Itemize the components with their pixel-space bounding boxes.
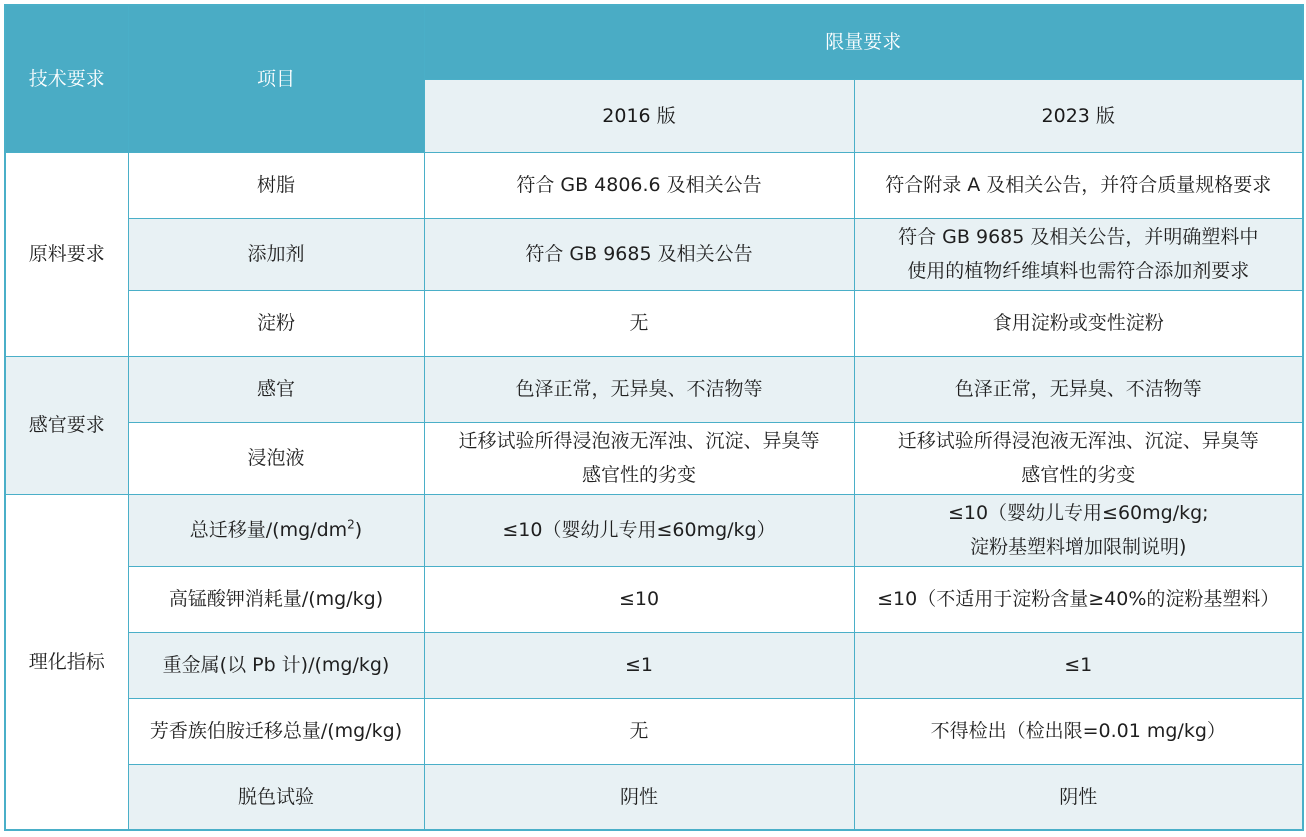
- item-cell: 总迁移量$/(mg/dm^2)$: [128, 494, 424, 566]
- table-row: [5, 764, 1303, 830]
- v2016-cell: 符合 GB 4806.6 及相关公告: [424, 152, 854, 218]
- item-cell: 重金属(以 Pb 计)/(mg/kg): [128, 632, 424, 698]
- v2023-cell: ≤10（不适用于淀粉含量≥40%的淀粉基塑料）: [854, 566, 1303, 632]
- table-row: [5, 632, 1303, 698]
- item-cell: 高锰酸钾消耗量/(mg/kg): [128, 566, 424, 632]
- table-row: [5, 698, 1303, 764]
- table-row: [5, 566, 1303, 632]
- header-version-2016: 2016 版: [424, 79, 854, 152]
- table-row: [5, 152, 1303, 218]
- header-item: 项目: [128, 5, 424, 152]
- v2023-cell: 符合附录 A 及相关公告，并符合质量规格要求: [854, 152, 1303, 218]
- item-cell: 树脂: [128, 152, 424, 218]
- v2016-cell: 迁移试验所得浸泡液无浑浊、沉淀、异臭等 感官性的劣变: [424, 422, 854, 494]
- comparison-table: [4, 4, 1304, 831]
- v2016-cell: 无: [424, 290, 854, 356]
- v2023-cell: 阴性: [854, 764, 1303, 830]
- item-cell: 浸泡液: [128, 422, 424, 494]
- header-tech-requirement: 技术要求: [5, 5, 128, 152]
- v2023-cell: ≤10（婴幼儿专用≤60mg/kg; 淀粉基塑料增加限制说明): [854, 494, 1303, 566]
- v2023-cell: ≤1: [854, 632, 1303, 698]
- item-cell: 芳香族伯胺迁移总量/(mg/kg): [128, 698, 424, 764]
- v2023-cell: 色泽正常，无异臭、不洁物等: [854, 356, 1303, 422]
- v2023-cell: 迁移试验所得浸泡液无浑浊、沉淀、异臭等 感官性的劣变: [854, 422, 1303, 494]
- table-row: [5, 356, 1303, 422]
- item-cell: 添加剂: [128, 218, 424, 290]
- v2016-cell: ≤10（婴幼儿专用≤60mg/kg）: [424, 494, 854, 566]
- table-row: [5, 494, 1303, 566]
- group-raw-materials: 原料要求: [5, 152, 128, 356]
- table-row: [5, 218, 1303, 290]
- v2016-cell: ≤1: [424, 632, 854, 698]
- item-cell: 脱色试验: [128, 764, 424, 830]
- table-row: [5, 422, 1303, 494]
- group-physicochemical: 理化指标: [5, 494, 128, 830]
- v2023-cell: 食用淀粉或变性淀粉: [854, 290, 1303, 356]
- v2023-cell: 符合 GB 9685 及相关公告，并明确塑料中 使用的植物纤维填料也需符合添加剂要求: [854, 218, 1303, 290]
- v2023-cell: 不得检出（检出限=0.01 mg/kg）: [854, 698, 1303, 764]
- v2016-cell: 无: [424, 698, 854, 764]
- item-cell: 感官: [128, 356, 424, 422]
- v2016-cell: 符合 GB 9685 及相关公告: [424, 218, 854, 290]
- v2016-cell: 阴性: [424, 764, 854, 830]
- table-row: [5, 290, 1303, 356]
- v2016-cell: 色泽正常，无异臭、不洁物等: [424, 356, 854, 422]
- item-cell: 淀粉: [128, 290, 424, 356]
- v2016-cell: ≤10: [424, 566, 854, 632]
- header-version-2023: 2023 版: [854, 79, 1303, 152]
- header-limit-requirement: 限量要求: [424, 5, 1303, 79]
- group-sensory: 感官要求: [5, 356, 128, 494]
